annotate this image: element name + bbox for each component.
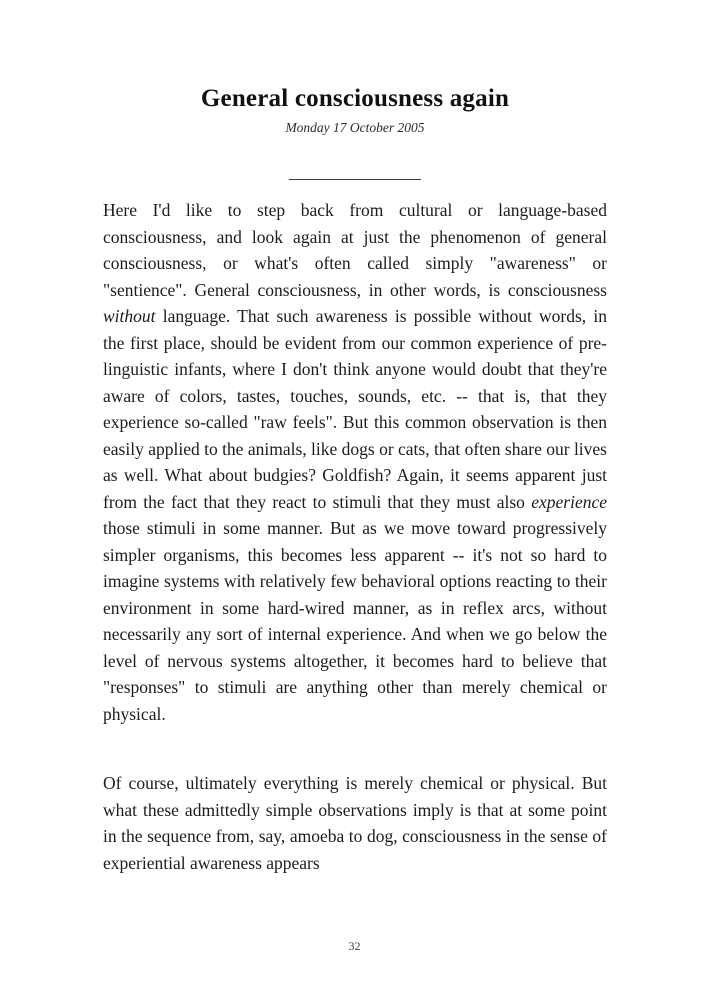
article-body xyxy=(103,197,607,876)
page-title: General consciousness again xyxy=(200,85,510,112)
article-content xyxy=(103,0,607,876)
paragraph xyxy=(103,197,607,727)
italic-text-segment: without xyxy=(103,306,156,326)
text-segment: language. That such awareness is possible without words, in the first place, should be evident from our common experience of pre-linguistic infants, where I don't think anyone would doubt that they're aware of colors, tastes, touches, sounds, etc. -- that is, that they experience so-called "raw feels". But this common observation is then easily applied to the animals, like dogs or cats, that often share our lives as well. What about budgies? Goldfish? Again, it seems apparent just from the fact that they react to stimuli that they must also xyxy=(103,306,607,512)
text-segment: Of course, ultimately everything is merely chemical or physical. But what these admittedly simple observations imply is that at some point in the sequence from, say, amoeba to dog, consciousness in the sense of experiential awareness appears xyxy=(103,773,607,873)
article-date: Monday 17 October 2005 xyxy=(285,120,425,135)
text-segment: Here I'd like to step back from cultural or language-based consciousness, and look again at just the phenomenon of general consciousness, or what's often called simply "awareness" or "sentience". General consciousness, in other words, is consciousness xyxy=(103,200,607,300)
paragraph xyxy=(103,770,607,876)
section-divider xyxy=(289,179,421,180)
page-number: 32 xyxy=(348,939,361,953)
italic-text-segment: experience xyxy=(531,491,607,512)
text-segment: those stimuli in some manner. But as we move toward progressively simpler organisms, this becomes less apparent -- it's not so hard to imagine systems with relatively few behavioral options reacting to their environment in some hard-wired manner, as in reflex arcs, without necessarily any sort of internal experience. And when we go below the level of nervous systems altogether, it becomes hard to believe that "responses" to stimuli are anything other than merely chemical or physical. xyxy=(103,518,607,724)
